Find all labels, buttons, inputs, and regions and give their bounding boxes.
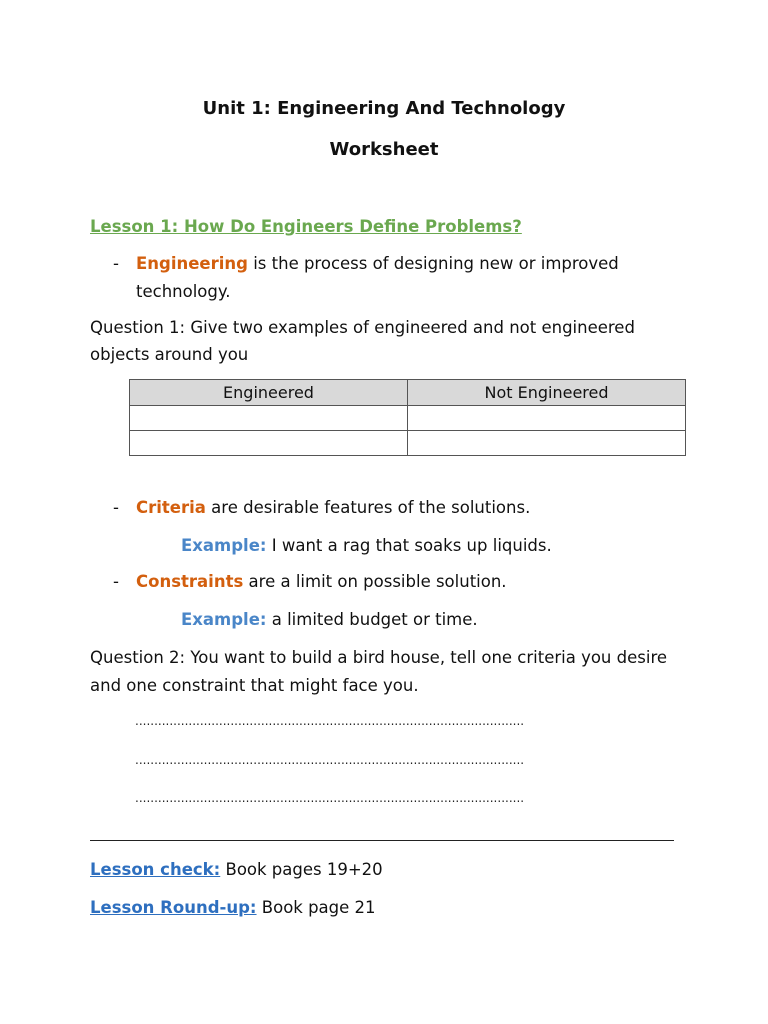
answer-line[interactable]: ...................................................................................................... (135, 714, 525, 728)
lesson-check-text: Book pages 19+20 (220, 860, 383, 879)
lesson-check (90, 860, 383, 879)
bullet-marker: - (113, 498, 119, 517)
criteria-term: Criteria (136, 498, 206, 517)
column-header-engineered: Engineered (130, 380, 408, 406)
question2-line2: and one constraint that might face you. (90, 676, 419, 695)
lesson-roundup-label: Lesson Round-up: (90, 898, 257, 917)
section-divider (90, 840, 674, 841)
constraints-example-label: Example: (181, 610, 267, 629)
criteria-example (181, 536, 552, 555)
lesson-check-label: Lesson check: (90, 860, 221, 879)
constraints-definition (136, 572, 507, 591)
bullet-marker: - (113, 254, 119, 273)
criteria-example-label: Example: (181, 536, 267, 555)
table-header-row (130, 380, 686, 406)
page-title: Unit 1: Engineering And Technology (202, 98, 566, 119)
lesson-roundup (90, 898, 376, 917)
criteria-definition (136, 498, 530, 517)
question1-line1: Question 1: Give two examples of engineered and not engineered (90, 318, 635, 337)
bullet-marker: - (113, 572, 119, 591)
lesson-heading: Lesson 1: How Do Engineers Define Problems? (90, 217, 522, 236)
table-cell-engineered[interactable] (130, 406, 408, 431)
constraints-def-text: are a limit on possible solution. (243, 572, 507, 591)
column-header-not-engineered: Not Engineered (408, 380, 686, 406)
answer-line[interactable]: ...................................................................................................... (135, 753, 525, 767)
table-cell-not-engineered[interactable] (408, 431, 686, 456)
engineering-definition (136, 254, 619, 273)
constraints-example (181, 610, 478, 629)
question1-line2: objects around you (90, 345, 249, 364)
table-cell-engineered[interactable] (130, 431, 408, 456)
constraints-example-text: a limited budget or time. (266, 610, 478, 629)
engineering-term: Engineering (136, 254, 248, 273)
page-subtitle: Worksheet (329, 139, 439, 160)
question2-line1: Question 2: You want to build a bird house, tell one criteria you desire (90, 648, 668, 667)
criteria-def-text: are desirable features of the solutions. (205, 498, 531, 517)
table-cell-not-engineered[interactable] (408, 406, 686, 431)
constraints-term: Constraints (136, 572, 244, 591)
question1-table (129, 379, 686, 456)
answer-line[interactable]: ...................................................................................................... (135, 791, 525, 805)
lesson-roundup-text: Book page 21 (256, 898, 376, 917)
table-row (130, 431, 686, 456)
engineering-def-line2: technology. (136, 282, 231, 301)
criteria-example-text: I want a rag that soaks up liquids. (266, 536, 552, 555)
engineering-def-text: is the process of designing new or improved (247, 254, 619, 273)
table-row (130, 406, 686, 431)
